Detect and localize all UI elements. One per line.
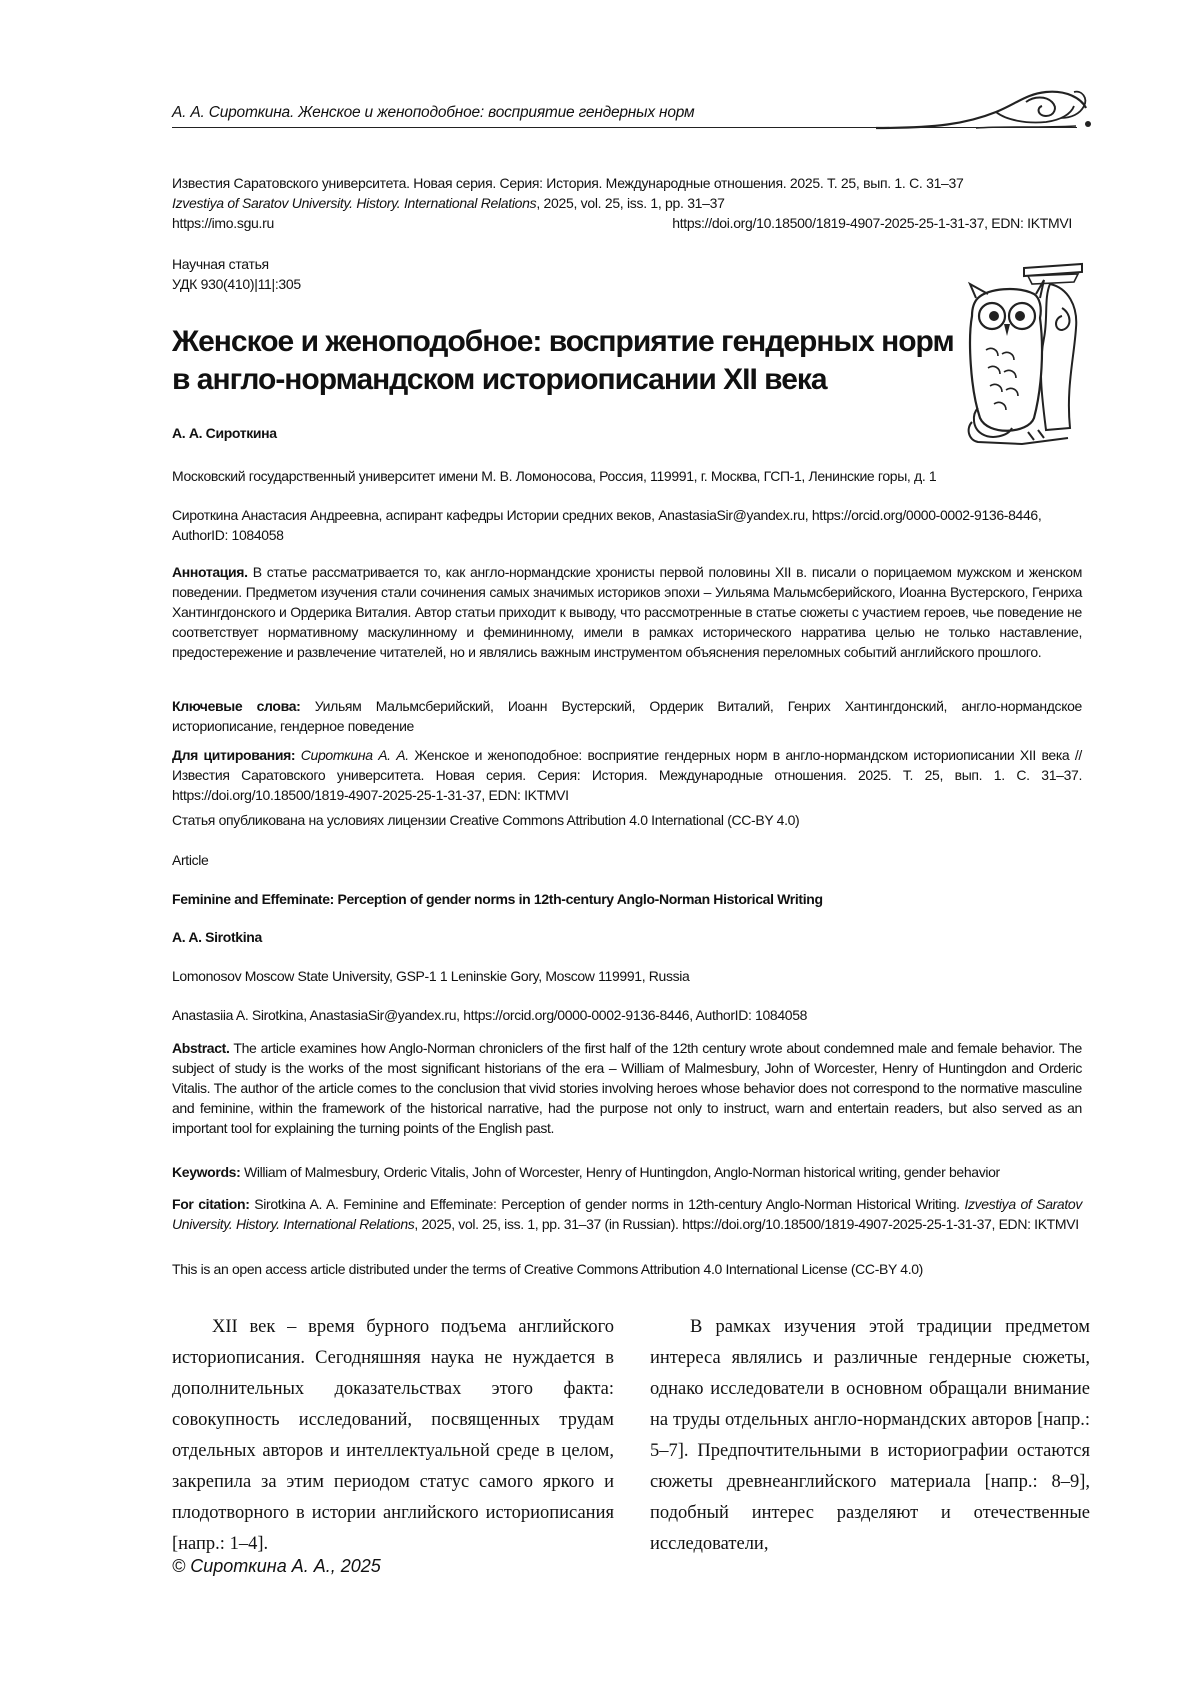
doi-link[interactable]: https://doi.org/10.18500/1819-4907-2025-25-1-31-37, EDN: IKTMVI <box>672 215 1072 231</box>
author-en: A. A. Sirotkina <box>172 929 262 945</box>
license-ru: Статья опубликована на условиях лицензии Creative Commons Attribution 4.0 International (CC-BY 4.0) <box>172 812 800 828</box>
article-title-en: Feminine and Effeminate: Perception of gender norms in 12th-century Anglo-Norman Historical Writing <box>172 891 823 907</box>
keywords-en-label: Keywords: <box>172 1164 241 1180</box>
keywords-ru <box>172 696 1082 736</box>
article-type-block <box>172 254 301 294</box>
citation-ru-label: Для цитирования: <box>172 747 296 763</box>
citation-ru-author: Сироткина А. А. <box>295 747 409 763</box>
journal-site-link[interactable]: https://imo.sgu.ru <box>172 215 274 231</box>
abstract-ru-label: Аннотация. <box>172 564 248 580</box>
journal-info <box>172 173 1072 233</box>
citation-en <box>172 1194 1082 1234</box>
title-line-1: Женское и женоподобное: восприятие гендерных норм <box>172 325 954 358</box>
citation-ru-text: Женское и женоподобное: восприятие гендерных норм в англо-нормандском историописании XII века // Известия Саратовского университета. Новая серия. Серия: История. Международные отношения. 2025. Т. 25, вып. 1. С. 31–37. https://doi.org/10.18500/1819-4907-2025-25-1-31-37, EDN: IKTMVI <box>172 747 1082 803</box>
article-type-ru: Научная статья <box>172 256 269 272</box>
abstract-en-label: Abstract. <box>172 1040 230 1056</box>
citation-en-text: Sirotkina A. A. Feminine and Effeminate: Perception of gender norms in 12th-century Anglo-Norman Historical Writing. <box>249 1196 965 1212</box>
keywords-ru-text: Уильям Мальмсберийский, Иоанн Вустерский, Ордерик Виталий, Генрих Хантингдонский, англо-нормандское историописание, гендерное поведение <box>172 698 1082 734</box>
affiliation-ru: Московский государственный университет имени М. В. Ломоносова, Россия, 119991, г. Москва, ГСП-1, Ленинские горы, д. 1 <box>172 468 937 484</box>
header-ornament-icon <box>876 84 1096 134</box>
keywords-ru-label: Ключевые слова: <box>172 698 301 714</box>
keywords-en-text: William of Malmesbury, Orderic Vitalis, John of Worcester, Henry of Huntingdon, Anglo-Norman historical writing, gender behavior <box>240 1164 1000 1180</box>
citation-en-label: For citation: <box>172 1196 250 1212</box>
copyright: © Сироткина А. А., 2025 <box>172 1556 381 1576</box>
citation-en-rest: , 2025, vol. 25, iss. 1, pp. 31–37 (in Russian). https://doi.org/10.18500/1819-4907-2025-25-1-31-37, EDN: IKTMVI <box>414 1216 1079 1232</box>
citation-en-journal: Izvestiya of Saratov University. History. International Relations <box>172 1196 1082 1232</box>
udc-code: УДК 930(410)|11|:305 <box>172 276 301 292</box>
title-line-2: в англо-нормандском историописании XII века <box>172 363 827 396</box>
body-column-left: XII век – время бурного подъема английского историописания. Сегодняшняя наука не нуждается в дополнительных доказательствах этого факта: совокупность исследований, посвященных трудам отдельных авторов и интеллектуальной среде в целом, закрепила за этим периодом статус самого яркого и плодотворного в истории английского историописания [напр.: 1–4]. <box>172 1317 614 1554</box>
citation-ru <box>172 745 1082 805</box>
running-head: А. А. Сироткина. Женское и женоподобное: восприятие гендерных норм <box>172 104 695 121</box>
abstract-en <box>172 1038 1082 1138</box>
author-info-en: Anastasiia A. Sirotkina, AnastasiaSir@yandex.ru, https://orcid.org/0000-0002-9136-8446, AuthorID: 1084058 <box>172 1007 808 1023</box>
abstract-ru-text: В статье рассматривается то, как англо-нормандские хронисты первой половины XII в. писали о порицаемом мужском и женском поведении. Предметом изучения стали сочинения самых значимых историков эпохи – Уильяма Мальмсберийского, Иоанна Вустерского, Генриха Хантингдонского и Ордерика Виталия. Автор статьи приходит к выводу, что рассмотренные в статье сюжеты с участием героев, чье поведение не соответствует нормативному маскулинному и фемининному, имели в рамках исторического нарратива целью не только наставление, предостережение и развлечение читателей, но и являлись важным инструментом объяснения переломных событий английского прошлого. <box>172 564 1082 660</box>
article-type-en: Article <box>172 852 209 868</box>
owl-logo-icon <box>958 258 1086 450</box>
journal-ru: Известия Саратовского университета. Новая серия. Серия: История. Международные отношения. 2025. Т. 25, вып. 1. С. 31–37 <box>172 175 964 191</box>
journal-en-title: Izvestiya of Saratov University. History. International Relations <box>172 195 537 211</box>
article-title-ru <box>172 323 972 399</box>
affiliation-en: Lomonosov Moscow State University, GSP-1 1 Leninskie Gory, Moscow 119991, Russia <box>172 968 690 984</box>
keywords-en <box>172 1162 1082 1182</box>
abstract-ru <box>172 562 1082 662</box>
abstract-en-text: The article examines how Anglo-Norman chroniclers of the first half of the 12th century wrote about condemned male and female behavior. The subject of study is the works of the most significant historians of the era – William of Malmesbury, John of Worcester, Henry of Huntingdon and Orderic Vitalis. The author of the article comes to the conclusion that vivid stories involving heroes whose behavior does not correspond to the normative masculine and feminine, within the framework of the historical narrative, had the purpose not only to instruct, warn and entertain readers, but also served as an important tool for explaining the turning points of the English past. <box>172 1040 1082 1136</box>
body-column-right: В рамках изучения этой традиции предметом интереса являлись и различные гендерные сюжеты, однако исследователи в основном обращали внимание на труды отдельных англо-нормандских авторов [напр.: 5–7]. Предпочтительными в историографии остаются сюжеты древнеанглийского материала [напр.: 8–9], подобный интерес разделяют и отечественные исследователи, <box>650 1317 1090 1554</box>
author-info-ru: Сироткина Анастасия Андреевна, аспирант кафедры Истории средних веков, AnastasiaSir@yandex.ru, https://orcid.org/0000-0002-9136-8446, AuthorID: 1084058 <box>172 507 1042 543</box>
license-en: This is an open access article distributed under the terms of Creative Commons Attribution 4.0 International License (CC-BY 4.0) <box>172 1261 923 1277</box>
author-ru: А. А. Сироткина <box>172 425 277 441</box>
journal-en <box>172 193 1072 213</box>
journal-en-volume: , 2025, vol. 25, iss. 1, pp. 31–37 <box>536 195 725 211</box>
